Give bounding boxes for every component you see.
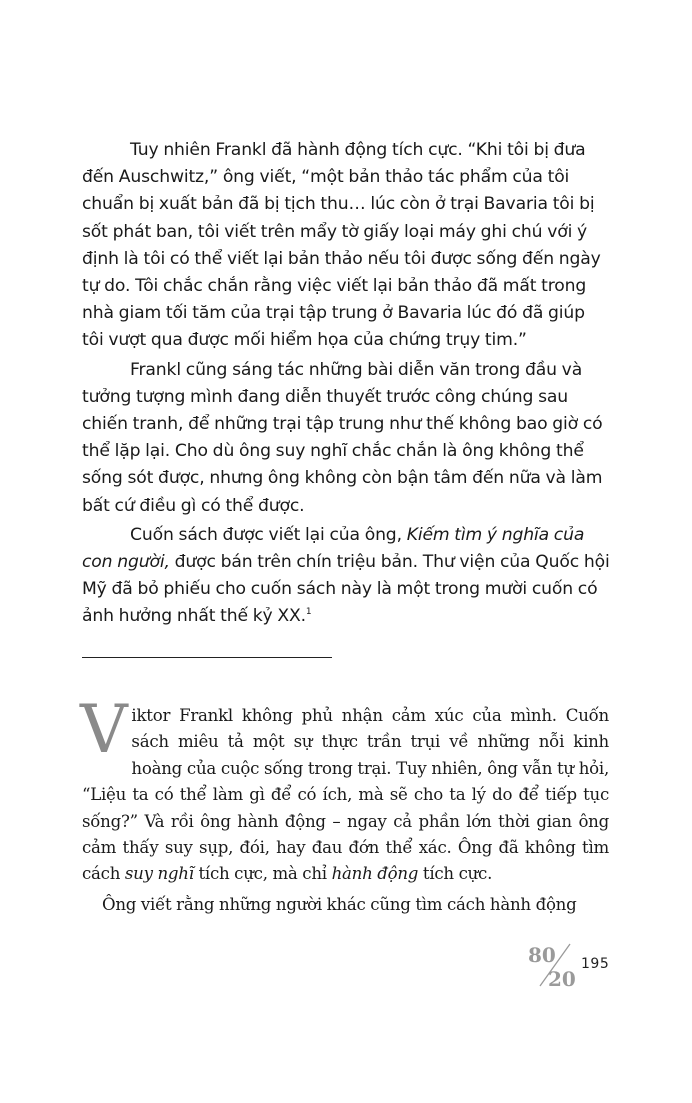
paragraph-text: Frankl cũng sáng tác những bài diễn văn trong đầu và tưởng tượng mình đang diễn thuyết trước công chúng sau chiến tranh, để những trại tập trung như thế không bao giờ có thể lặp lại. Cho dù ông suy nghĩ chắc chắn là ông không thể sống sót được, nhưng ông không còn bận tâm đến nữa và làm bất cứ điều gì có thể được. bbox=[82, 359, 603, 516]
paragraph-text: tích cực, mà chỉ bbox=[193, 864, 332, 884]
book-title: Kiếm tìm ý nghĩa của con người, bbox=[82, 524, 585, 573]
paragraph bbox=[82, 892, 609, 918]
main-text-section bbox=[80, 691, 609, 918]
paragraph bbox=[82, 137, 610, 355]
emphasis: hành động bbox=[331, 864, 419, 884]
logo-top-number: 80 bbox=[528, 943, 556, 967]
paragraph-text: iktor Frankl không phủ nhận cảm xúc của mình. Cuốn sách miêu tả một sự thực trần trụi về những nỗi kinh hoàng của cuộc sống trong trại. Tuy nhiên, ông vẫn tự hỏi, “Liệu ta có thể làm gì để có ích, mà sẽ cho ta lý do để tiếp tục sống?” Và rồi ông hành động – ngay cả phần lớn thời gian ông cảm thấy suy sụp, đói, hay đau đớn thể xác. Ông đã không tìm cách bbox=[82, 706, 609, 884]
paragraph bbox=[82, 522, 610, 631]
paragraph-text: Tuy nhiên Frankl đã hành động tích cực. “Khi tôi bị đưa đến Auschwitz,” ông viết, “một bản thảo tác phẩm của tôi chuẩn bị xuất bản đã bị tịch thu… lúc còn ở trại Bavaria tôi bị sốt phát ban, tôi viết trên mẩy tờ giấy loại máy ghi chú với ý định là tôi có thể viết lại bản thảo nếu tôi được sống đến ngày tự do. Tôi chắc chắn rằng việc viết lại bản thảo đã mất trong nhà giam tối tăm của trại tập trung ở Bavaria lúc đó đã giúp tôi vượt qua được mối hiểm họa của chứng trụy tim.” bbox=[82, 140, 601, 351]
paragraph-text: Cuốn sách được viết lại của ông, bbox=[130, 524, 407, 545]
paragraph-text: tích cực. bbox=[418, 864, 493, 884]
emphasis: suy nghĩ bbox=[124, 864, 194, 884]
page-footer bbox=[526, 940, 626, 992]
logo-bottom-number: 20 bbox=[548, 967, 576, 990]
paragraph bbox=[82, 357, 610, 520]
drop-cap: V bbox=[80, 691, 128, 768]
footnote-ref: 1 bbox=[305, 607, 312, 618]
paragraph-text: Ông viết rằng những người khác cũng tìm cách hành động bbox=[102, 894, 577, 914]
narrative-section bbox=[82, 137, 610, 631]
paragraph-text: được bán trên chín triệu bản. Thư viện của Quốc hội Mỹ đã bỏ phiếu cho cuốn sách này là một trong mười cuốn có ảnh hưởng nhất thế kỷ XX. bbox=[82, 552, 610, 627]
section-divider bbox=[82, 657, 332, 658]
paragraph bbox=[80, 691, 609, 888]
page-number: 195 bbox=[581, 956, 610, 972]
book-logo-8020-icon bbox=[526, 940, 584, 990]
